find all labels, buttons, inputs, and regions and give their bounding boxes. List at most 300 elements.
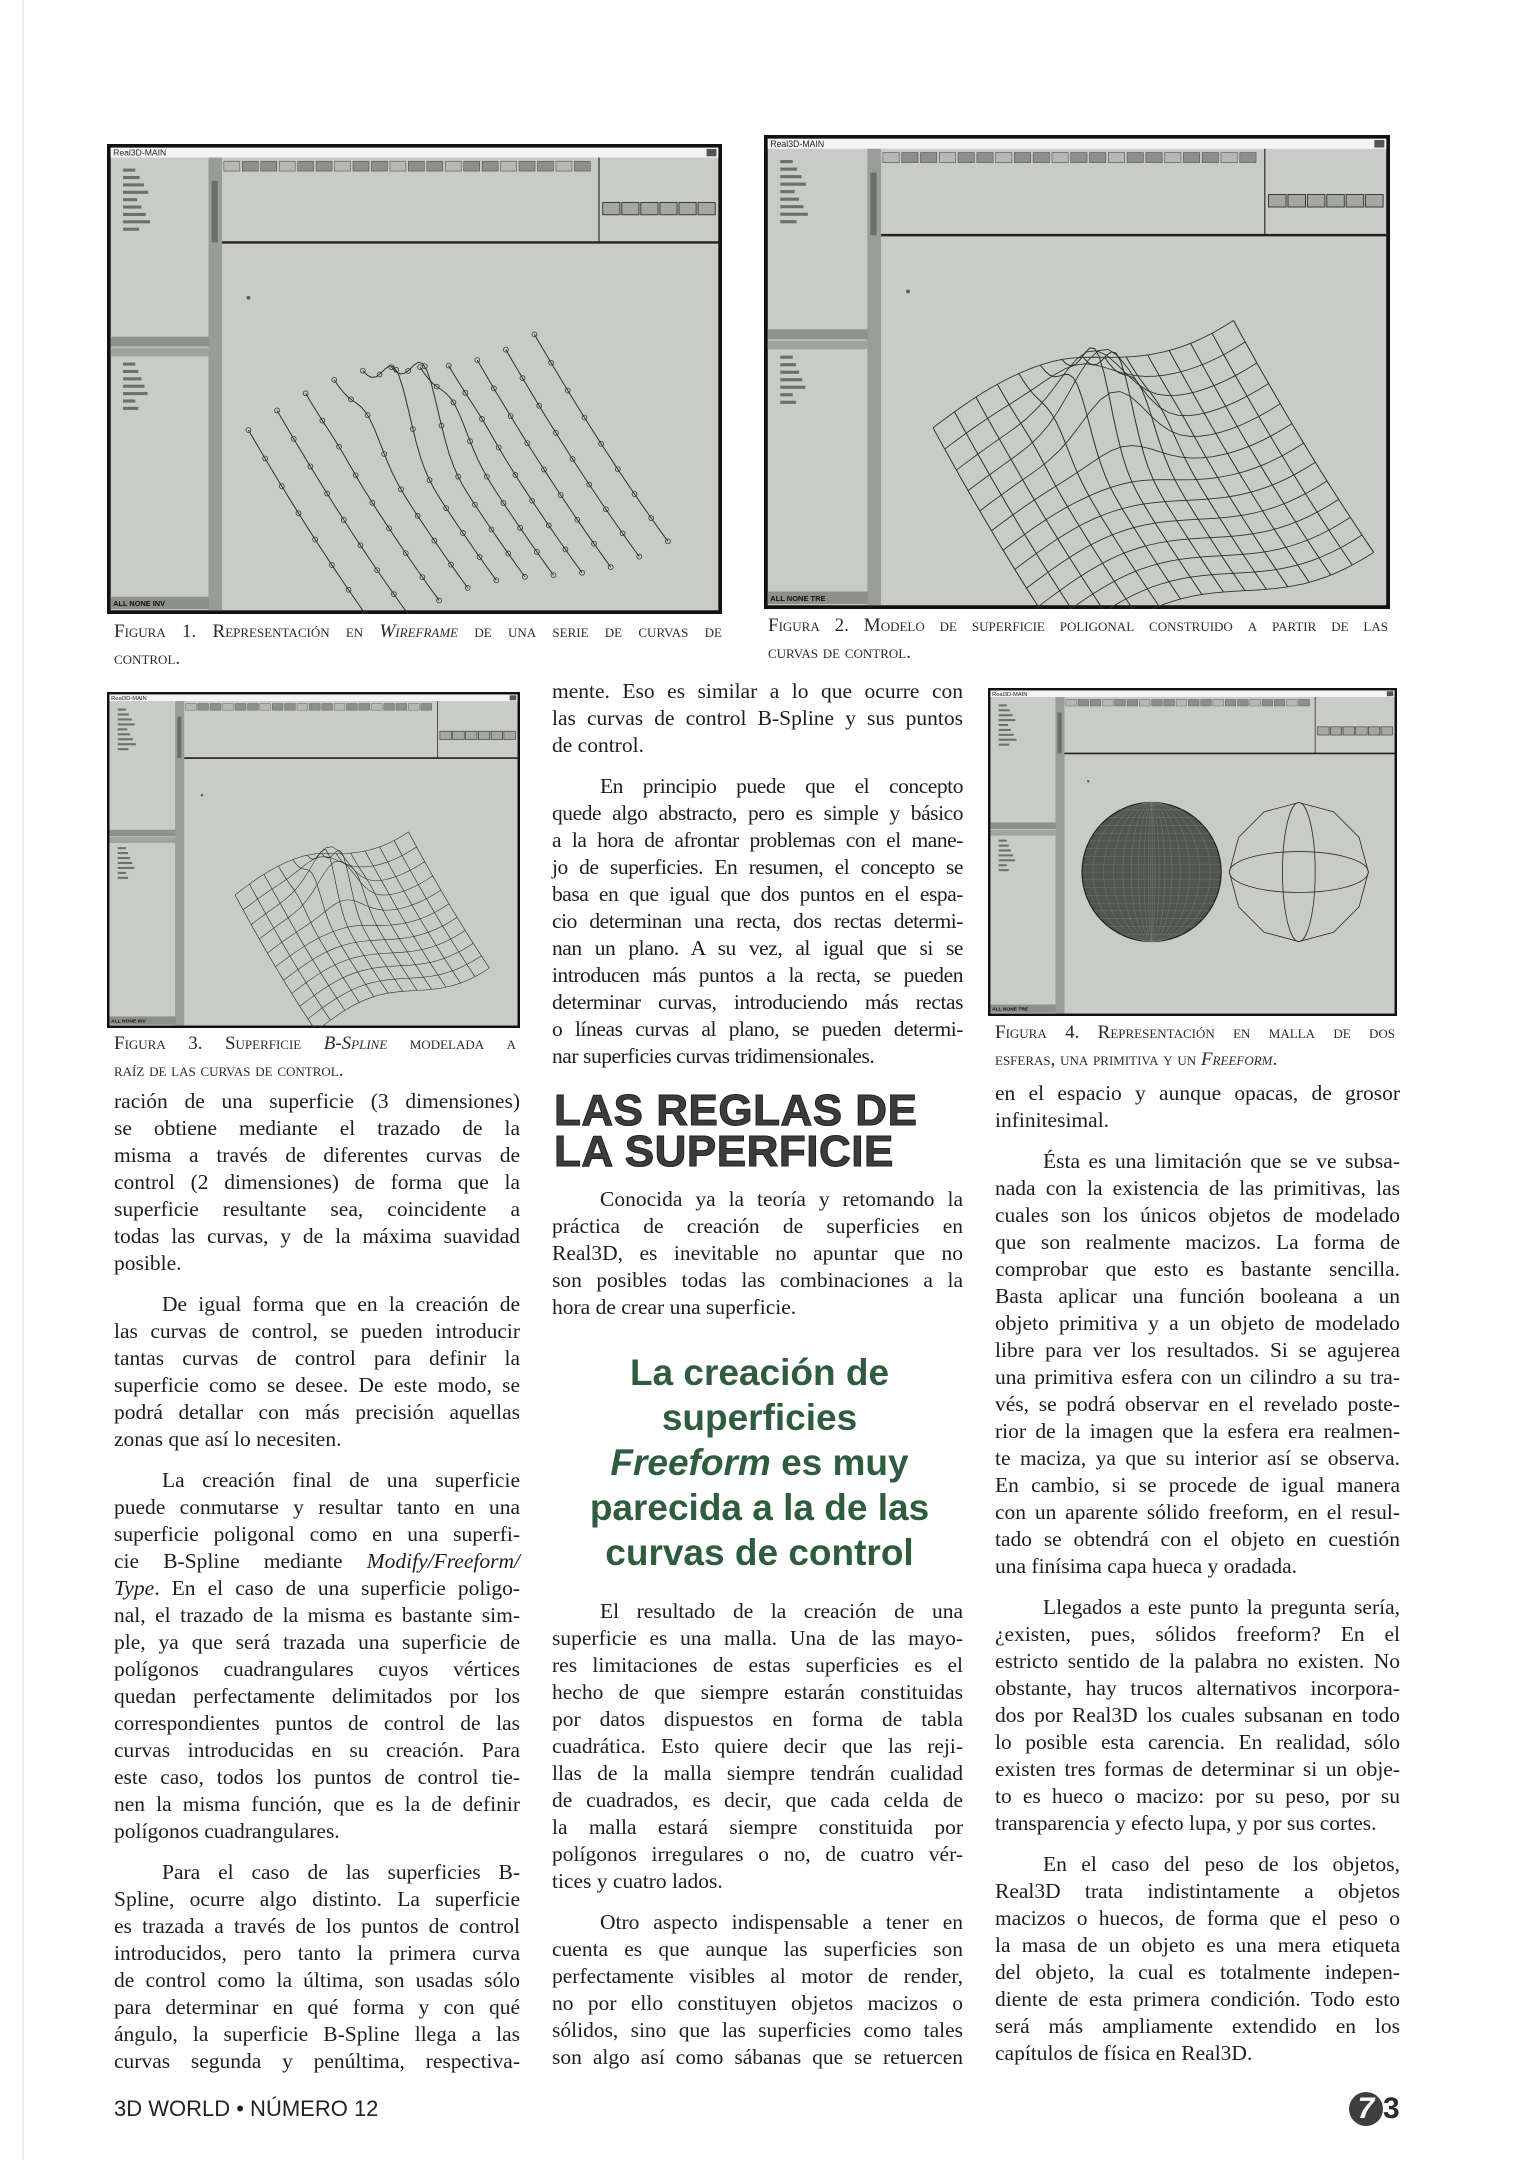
view-button xyxy=(1269,194,1287,207)
figure-1-wireframe-screenshot xyxy=(107,144,722,614)
pull-quote-line: La creación de xyxy=(629,1352,890,1393)
text-line: son posibles todas las combinaciones a la xyxy=(552,1268,963,1292)
figure-2-caption xyxy=(768,612,1388,666)
text-line: o líneas curvas al plano, se pueden determi- xyxy=(552,1017,963,1041)
text-line: vés, se podrá observar en el revelado poste- xyxy=(995,1392,1400,1416)
toolbar-button xyxy=(1250,699,1261,706)
view-button xyxy=(1346,194,1364,207)
text-line: obstante, hay trucos alternativos incorpora- xyxy=(995,1676,1400,1700)
magazine-footer: 3D WORLD • NÚMERO 12 xyxy=(114,2096,379,2121)
tree-item xyxy=(780,363,796,366)
toolbar-button xyxy=(1164,699,1175,706)
text-line: zonas que así lo necesiten. xyxy=(114,1427,342,1451)
caption-line: control. xyxy=(114,648,181,669)
figure-1-caption xyxy=(114,618,722,672)
toolbar-button xyxy=(1090,699,1101,706)
scrollbar-thumb xyxy=(212,181,218,243)
paragraph xyxy=(552,1598,963,1895)
toolbar-button xyxy=(1176,699,1187,706)
text-line: mente. Eso es similar a lo que ocurre con xyxy=(552,679,963,703)
title-bar xyxy=(109,694,517,701)
title-bar xyxy=(768,139,1386,149)
window-title: Real3D-MAIN xyxy=(113,147,167,158)
toolbar-button xyxy=(501,161,517,171)
origin-marker xyxy=(201,794,203,796)
toolbar-button xyxy=(235,704,246,711)
tree-item xyxy=(118,709,126,711)
tree-item xyxy=(780,371,799,374)
text-line: libre para ver los resultados. Si se agujerea xyxy=(995,1338,1400,1362)
panel-header xyxy=(111,348,209,357)
toolbar-button xyxy=(519,161,535,171)
text-line: de control. xyxy=(552,733,644,757)
pull-quote xyxy=(552,1350,967,1575)
scrollbar-thumb xyxy=(177,717,181,758)
toolbar-button xyxy=(1299,699,1310,706)
tree-item xyxy=(123,183,144,186)
text-line: nal, el trazado de la misma es bastante sim- xyxy=(114,1603,520,1627)
tree-item xyxy=(999,864,1007,866)
tree-item xyxy=(118,738,133,740)
text-segment: es muy xyxy=(770,1442,909,1483)
tree-item xyxy=(118,852,128,854)
status-bar-labels: ALL NONE INV xyxy=(113,599,166,609)
toolbar-button xyxy=(1139,699,1150,706)
toolbar-button xyxy=(902,153,918,163)
text-line: La creación final de una superficie xyxy=(162,1468,520,1492)
view-button xyxy=(504,731,516,739)
toolbar-button xyxy=(224,161,240,171)
window-title: Real3D-MAIN xyxy=(111,695,147,702)
view-button xyxy=(1368,727,1379,735)
caption-line xyxy=(114,1030,516,1057)
tree-item xyxy=(999,734,1014,736)
figure-4-caption xyxy=(995,1019,1395,1073)
text-line: de control como la última, son usadas sólo xyxy=(114,1968,520,1992)
view-button xyxy=(478,731,490,739)
toolbar-button xyxy=(1213,699,1224,706)
text-line: todas las curvas, y de la máxima suavidad xyxy=(114,1224,520,1248)
window-frame xyxy=(108,693,519,1027)
toolbar-button xyxy=(285,704,296,711)
paragraph xyxy=(114,1088,520,1277)
tree-item xyxy=(780,386,805,389)
toolbar-button xyxy=(1071,153,1087,163)
tree-item xyxy=(123,377,141,380)
toolbar-button xyxy=(384,704,395,711)
view-button xyxy=(1318,727,1329,735)
toolbar-button xyxy=(1237,699,1248,706)
text-line: ple, ya que será trazada una superficie de xyxy=(114,1630,520,1654)
tree-item xyxy=(118,713,129,715)
text-line: será más ampliamente extendido en los xyxy=(995,2014,1400,2038)
tree-item xyxy=(999,724,1008,726)
status-bar-labels: ALL NONE TRE xyxy=(770,593,826,603)
text-line: dos por Real3D los cuales subsanan en todo xyxy=(995,1703,1400,1727)
toolbar-button xyxy=(1165,153,1181,163)
text-line: que son realmente macizos. La forma de xyxy=(995,1230,1400,1254)
text-line: nada con la existencia de las primitivas, las xyxy=(995,1176,1400,1200)
view-button xyxy=(679,202,696,214)
toolbar-button xyxy=(464,161,480,171)
section-heading xyxy=(554,1086,974,1176)
text-line: llas de la malla siempre tendrán cualidad xyxy=(552,1761,963,1785)
paragraph xyxy=(995,1080,1400,1134)
italic-text: Wireframe xyxy=(379,621,459,642)
text-line: ángulo, la superficie B-Spline llega a las xyxy=(114,2022,520,2046)
left-column-text xyxy=(114,1088,520,2089)
toolbar-button xyxy=(408,161,424,171)
toolbar-button xyxy=(261,161,277,171)
panel-header xyxy=(109,830,175,837)
toolbar-button xyxy=(1240,153,1256,163)
pull-quote-line xyxy=(552,1440,967,1485)
tree-item xyxy=(118,857,130,859)
window-resize-icon xyxy=(1374,140,1384,148)
view-button xyxy=(1327,194,1345,207)
toolbar-button xyxy=(353,161,369,171)
toolbar-button xyxy=(1066,699,1077,706)
pull-quote-line: superficies xyxy=(661,1397,858,1438)
tree-item xyxy=(123,191,148,194)
text-line: quede algo abstracto, pero es simple y básico xyxy=(552,801,963,825)
toolbar-button xyxy=(309,704,320,711)
tree-item xyxy=(118,723,135,725)
tree-item xyxy=(123,370,138,373)
toolbar-button xyxy=(334,704,345,711)
text-line: comprobar que esto es bastante sencilla. xyxy=(995,1257,1400,1281)
text-line: transparencia y efecto lupa, y por sus cortes. xyxy=(995,1811,1377,1835)
toolbar-button xyxy=(347,704,358,711)
tree-item xyxy=(999,704,1007,706)
toolbar-button xyxy=(1090,153,1106,163)
window-resize-icon xyxy=(707,149,717,156)
tree-item xyxy=(123,206,141,209)
text-line: existen tres formas de determinar si un obje- xyxy=(995,1757,1400,1781)
text-line: ¿existen, pues, sólidos freeform? En el xyxy=(995,1622,1400,1646)
tree-item xyxy=(780,160,793,163)
view-button xyxy=(1330,727,1341,735)
window-resize-icon xyxy=(510,695,517,700)
text-line: de cuadrados, es decir, que cada celda de xyxy=(552,1788,963,1812)
text-line: diente de esta primera condición. Todo esto xyxy=(995,1987,1400,2011)
toolbar-button xyxy=(408,704,419,711)
tree-item xyxy=(118,748,129,750)
tree-item xyxy=(780,393,793,396)
text-line: se obtiene mediante el trazado de la xyxy=(114,1116,520,1140)
toolbar-button xyxy=(1127,153,1143,163)
toolbar-button xyxy=(396,704,407,711)
tree-item xyxy=(999,719,1016,721)
tree-item xyxy=(118,718,132,720)
toolbar-button xyxy=(322,704,333,711)
text-line: infinitesimal. xyxy=(995,1108,1110,1132)
text-line: to es hueco o macizo: por su peso, por su xyxy=(995,1784,1400,1808)
toolbar-button xyxy=(316,161,332,171)
text-line: jo de superficies. En resumen, el concepto se xyxy=(552,855,963,879)
toolbar-button xyxy=(1103,699,1114,706)
text-line: superficie resultante sea, coincidente a xyxy=(114,1197,520,1221)
section-heading-line: LA SUPERFICIE xyxy=(554,1127,894,1176)
tree-item xyxy=(780,378,802,381)
text-line: ración de una superficie (3 dimensiones) xyxy=(114,1089,520,1113)
italic-text: Type xyxy=(114,1576,155,1600)
tree-item xyxy=(118,872,126,874)
origin-marker xyxy=(906,290,910,294)
toolbar-button xyxy=(279,161,295,171)
text-segment: modelada a xyxy=(387,1033,516,1054)
text-line: para determinar en qué forma y con qué xyxy=(114,1995,520,2019)
view-button xyxy=(453,731,465,739)
toolbar-button xyxy=(1108,153,1124,163)
text-line: El resultado de la creación de una xyxy=(600,1599,963,1623)
italic-text: B-Spline xyxy=(323,1033,388,1054)
text-line: Real3D trata indistintamente a objetos xyxy=(995,1879,1400,1903)
page-edge xyxy=(22,0,24,2160)
tree-item xyxy=(123,228,139,231)
tree-item xyxy=(123,399,135,402)
text-line: Basta aplicar una función booleana a un xyxy=(995,1284,1400,1308)
toolbar-button xyxy=(996,153,1012,163)
tree-item xyxy=(123,176,140,179)
figure-2-polygon-mesh-screenshot xyxy=(764,135,1390,609)
toolbar-button xyxy=(1225,699,1236,706)
text-line: sólidos, sino que las superficies como tales xyxy=(552,2018,963,2042)
middle-column-bottom-text xyxy=(552,1598,963,2085)
paragraph xyxy=(552,773,963,1070)
tree-item xyxy=(780,183,806,186)
text-line: las curvas de control B-Spline y sus puntos xyxy=(552,706,963,730)
text-line xyxy=(114,1575,520,1602)
text-line xyxy=(114,1548,520,1575)
figure-3-caption xyxy=(114,1030,516,1084)
view-button xyxy=(440,731,452,739)
panel-header xyxy=(990,830,1055,836)
panel-header xyxy=(768,341,868,350)
status-bar-labels: ALL NONE TRE xyxy=(992,1007,1029,1013)
toolbar-button xyxy=(977,153,993,163)
tree-item xyxy=(780,220,796,223)
text-line: polígonos irregulares o no, de cuatro vér- xyxy=(552,1842,963,1866)
text-line: la malla estará siempre constituida por xyxy=(552,1815,963,1839)
toolbar-button xyxy=(198,704,209,711)
toolbar-button xyxy=(185,704,196,711)
title-bar xyxy=(111,148,719,158)
text-line: correspondientes puntos de control de las xyxy=(114,1711,520,1735)
text-line: polígonos cuadrangulares cuyos vértices xyxy=(114,1657,520,1681)
view-button xyxy=(1366,194,1384,207)
tree-item xyxy=(123,213,146,216)
tree-item xyxy=(123,363,135,366)
text-line: introducen más puntos a la recta, se pueden xyxy=(552,963,963,987)
text-line: hecho de que siempre estarán constituidas xyxy=(552,1680,963,1704)
toolbar-button xyxy=(260,704,271,711)
text-line: misma a través de diferentes curvas de xyxy=(114,1143,520,1167)
text-line: cuenta es que aunque las superficies son xyxy=(552,1937,963,1961)
view-button xyxy=(660,202,677,214)
text-line: hora de crear una superficie. xyxy=(552,1295,797,1319)
paragraph xyxy=(114,1467,520,1845)
toolbar-button xyxy=(272,704,283,711)
text-line: macizos o huecos, de forma que el peso o xyxy=(995,1906,1400,1930)
tree-item xyxy=(780,175,801,178)
tree-item xyxy=(118,847,126,849)
toolbar-button xyxy=(1078,699,1089,706)
toolbar-button xyxy=(1183,153,1199,163)
toolbar-button xyxy=(445,161,461,171)
toolbar-button xyxy=(1262,699,1273,706)
toolbar-button xyxy=(297,704,308,711)
text-segment: cie B-Spline mediante xyxy=(114,1549,367,1573)
paragraph xyxy=(995,1148,1400,1580)
italic-text: Modify/Freeform/ xyxy=(366,1549,520,1573)
toolbar-button xyxy=(1202,153,1218,163)
toolbar-button xyxy=(210,704,221,711)
text-line: curvas segunda y penúltima, respectiva- xyxy=(114,2049,520,2073)
text-line: cuales son los únicos objetos de modelado xyxy=(995,1203,1400,1227)
window-title: Real3D-MAIN xyxy=(992,691,1028,698)
toolbar-button xyxy=(335,161,351,171)
tree-item xyxy=(118,877,128,879)
tree-item xyxy=(780,213,808,216)
tree-item xyxy=(999,744,1010,746)
tree-item xyxy=(123,220,150,223)
tree-item xyxy=(999,869,1009,871)
view-button xyxy=(698,202,715,214)
toolbar-button xyxy=(1221,153,1237,163)
tree-item xyxy=(999,739,1017,741)
tree-item xyxy=(999,840,1007,842)
text-line: posible. xyxy=(114,1251,182,1275)
tree-item xyxy=(123,385,145,388)
tree-item xyxy=(999,859,1015,861)
text-line: superficie como se desee. De este modo, se xyxy=(114,1373,520,1397)
pull-quote-line: curvas de control xyxy=(605,1532,914,1573)
toolbar-button xyxy=(1201,699,1212,706)
tree-item xyxy=(118,862,132,864)
view-button xyxy=(622,202,639,214)
text-segment: de una serie de curvas de xyxy=(458,621,722,642)
toolbar-button xyxy=(1115,699,1126,706)
text-line: En el caso del peso de los objetos, xyxy=(1043,1852,1400,1876)
view-button xyxy=(1307,194,1325,207)
toolbar-button xyxy=(574,161,590,171)
text-segment: . xyxy=(1272,1049,1278,1070)
tree-item xyxy=(780,356,793,359)
tree-item xyxy=(780,168,797,171)
text-line: superficie es una malla. Una de las mayo- xyxy=(552,1626,963,1650)
title-bar xyxy=(990,690,1394,697)
toolbar-button xyxy=(1146,153,1162,163)
toolbar-button xyxy=(1152,699,1163,706)
toolbar-button xyxy=(958,153,974,163)
scrollbar-thumb xyxy=(870,173,876,236)
tree-item xyxy=(999,854,1013,856)
paragraph xyxy=(552,678,963,759)
text-line: estricto sentido de la palabra no existen. No xyxy=(995,1649,1400,1673)
paragraph xyxy=(114,1859,520,2075)
text-line: quedan perfectamente delimitados por los xyxy=(114,1684,520,1708)
toolbar-button xyxy=(1188,699,1199,706)
panel-header xyxy=(109,837,175,843)
text-line: es trazada a través de los puntos de control xyxy=(114,1914,520,1938)
view-button xyxy=(1381,727,1392,735)
origin-marker xyxy=(1087,780,1089,782)
text-line: en el espacio y aunque opacas, de grosor xyxy=(995,1081,1400,1105)
tree-item xyxy=(123,169,135,172)
tree-item xyxy=(123,198,137,201)
tree-item xyxy=(118,743,136,745)
text-line: nar superficies curvas tridimensionales. xyxy=(552,1044,875,1068)
right-column-text xyxy=(995,1080,1400,2081)
origin-marker xyxy=(247,296,251,300)
toolbar-button xyxy=(421,704,432,711)
text-line: podrá detallar con más precisión aquellas xyxy=(114,1400,520,1424)
toolbar-button xyxy=(359,704,370,711)
text-line: Llegados a este punto la pregunta sería, xyxy=(1043,1595,1400,1619)
text-line: puede conmutarse y resultar tanto en una xyxy=(114,1495,520,1519)
text-line: Real3D, es inevitable no apuntar que no xyxy=(552,1241,963,1265)
view-button xyxy=(603,202,620,214)
text-line: la masa de un objeto es una mera etiqueta xyxy=(995,1933,1400,1957)
text-line: las curvas de control, se pueden introducir xyxy=(114,1319,520,1343)
toolbar-button xyxy=(371,704,382,711)
tree-item xyxy=(780,190,794,193)
text-line: De igual forma que en la creación de xyxy=(162,1292,520,1316)
text-line: En principio puede que el concepto xyxy=(600,774,963,798)
text-line: Para el caso de las superficies B- xyxy=(162,1860,520,1884)
text-line: lo posible esta carencia. En realidad, sólo xyxy=(995,1730,1400,1754)
text-line: rior de la imagen que la esfera era realmen- xyxy=(995,1419,1400,1443)
tree-item xyxy=(780,401,796,404)
tree-item xyxy=(118,728,127,730)
page-number-digit: 3 xyxy=(1383,2092,1400,2125)
tree-item xyxy=(999,709,1010,711)
tree-item xyxy=(999,845,1009,847)
text-line: introducidos, pero tanto la primera curva xyxy=(114,1941,520,1965)
text-line: curvas introducidas en su creación. Para xyxy=(114,1738,520,1762)
text-line: tantas curvas de control para definir la xyxy=(114,1346,520,1370)
caption-line xyxy=(995,1046,1277,1073)
view-button xyxy=(1356,727,1367,735)
text-line: En cambio, si se procede de igual manera xyxy=(995,1473,1400,1497)
figure-4-spheres-screenshot xyxy=(988,688,1397,1016)
figure-3-bspline-screenshot xyxy=(107,692,520,1028)
paragraph xyxy=(552,1909,963,2071)
text-line: a la hora de afrontar problemas con el mane- xyxy=(552,828,963,852)
scrollbar-thumb xyxy=(1058,713,1062,754)
tree-item xyxy=(118,867,135,869)
tree-item xyxy=(999,729,1011,731)
toolbar-button xyxy=(1033,153,1049,163)
text-line: una finísima capa hueca y oradada. xyxy=(995,1554,1298,1578)
text-line: del objeto, la cual es totalmente indepen- xyxy=(995,1960,1400,1984)
text-line: objeto primitiva y a un objeto de modelado xyxy=(995,1311,1400,1335)
toolbar-button xyxy=(223,704,234,711)
text-segment: . En el caso de una superficie poligo- xyxy=(154,1576,520,1600)
text-line: nen la misma función, que es la de definir xyxy=(114,1792,520,1816)
text-line: Otro aspecto indispensable a tener en xyxy=(600,1910,963,1934)
middle-column-top-text xyxy=(552,678,963,1084)
panel-header xyxy=(990,822,1055,829)
text-line: determinar curvas, introduciendo más rectas xyxy=(552,990,963,1014)
caption-line xyxy=(114,618,722,645)
toolbar-button xyxy=(921,153,937,163)
text-segment: Figura 3. Superficie xyxy=(114,1033,324,1054)
text-line: basa en que igual que dos puntos en el espa- xyxy=(552,882,963,906)
tree-item xyxy=(123,407,138,410)
toolbar-button xyxy=(1014,153,1030,163)
